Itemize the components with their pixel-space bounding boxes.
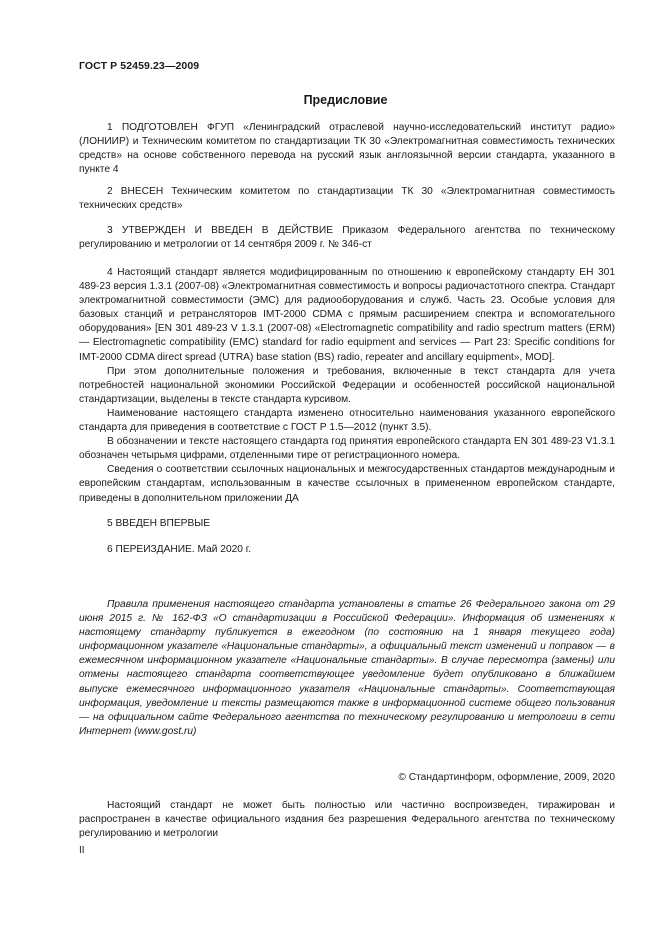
page-number: II (79, 845, 85, 856)
section-3 (79, 224, 615, 252)
reproduction-text: Настоящий стандарт не может быть полностью или частично воспроизведен, тиражирован и распространен в качестве официального издания без разрешения Федерального агентства по техническому регулированию и метрологии (79, 800, 615, 840)
standard-application-notice (79, 598, 615, 739)
document-code: ГОСТ Р 52459.23—2009 (79, 60, 200, 72)
section-5-text: 5 ВВЕДЕН ВПЕРВЫЕ (107, 518, 211, 529)
section-1-text: 1 ПОДГОТОВЛЕН ФГУП «Ленинградский отраслевой научно-исследовательский институт радио» (ЛОНИИР) и Техническим комитетом по стандартизации ТК 30 «Электромагнитная совместимость технических средств» на основе собственного перевода на русский язык англоязычной версии стандарта, указанного в пункте 4 (79, 122, 615, 176)
section-6-text: 6 ПЕРЕИЗДАНИЕ. Май 2020 г. (107, 544, 252, 555)
section-4-text: 4 Настоящий стандарт является модифицированным по отношению к европейскому стандарту ЕН 301 489-23 версия 1.3.1 (2007-08) «Электромагнитная совместимость и вопросы радиочастотного спектра. Стандарт электромагнитной совместимости (ЭМС) для радиооборудования и служб. Часть 23. Особые условия для базовых станций и ретрансляторов IMT-2000 CDMA с прямым расширением спектра и вспомогательного оборудования» [EN 301 489-23 V 1.3.1 (2007-08) «Electromagnetic compatibility and radio spectrum matters (ERM) — Electromagnetic compatibility (EMC) standard for radio equipment and services — Part 23: Specific conditions for IMT-2000 CDMA direct spread (UTRA) base station (BS) radio, repeater and ancillary equipment», MOD]. (79, 267, 615, 363)
reproduction-notice (79, 799, 615, 841)
section-6 (79, 543, 615, 557)
section-4-paragraph-3: Наименование настоящего стандарта изменено относительно наименования указанного европейского стандарта для приведения в соответствие с ГОСТ Р 1.5—2012 (пункт 3.5). (79, 407, 615, 434)
section-4-paragraph-5: Сведения о соответствии ссылочных национальных и межгосударственных стандартов международным и европейским стандартам, использованным в качестве ссылочных в примененном европейском стандарте, приведены в дополнительном приложении ДА (79, 464, 615, 504)
section-5 (79, 517, 615, 531)
section-2 (79, 185, 615, 213)
section-2-text: 2 ВНЕСЕН Техническим комитетом по стандартизации ТК 30 «Электромагнитная совместимость технических средств» (79, 186, 615, 212)
page-title: Предисловие (303, 93, 388, 107)
section-3-text: 3 УТВЕРЖДЕН И ВВЕДЕН В ДЕЙСТВИЕ Приказом Федерального агентства по техническому регулированию и метрологии от 14 сентября 2009 г. № 346-ст (79, 225, 615, 251)
section-4 (79, 266, 615, 506)
section-4-paragraph-2: При этом дополнительные положения и требования, включенные в текст стандарта для учета потребностей национальной экономики Российской Федерации и особенностей российской национальной стандартизации, выделены в тексте стандарта курсивом. (79, 365, 615, 405)
copyright-line: © Стандартинформ, оформление, 2009, 2020 (398, 772, 615, 783)
section-1 (79, 121, 615, 177)
section-4-paragraph-4: В обозначении и тексте настоящего стандарта год принятия европейского стандарта EN 301 489-23 V1.3.1 обозначен четырьмя цифрами, отделенными тире от регистрационного номера. (79, 436, 615, 462)
notice-text: Правила применения настоящего стандарта установлены в статье 26 Федерального закона от 29 июня 2015 г. № 162-ФЗ «О стандартизации в Российской Федерации». Информация об изменениях к настоящему стандарту публикуется в ежегодном (по состоянию на 1 января текущего года) информационном указателе «Национальные стандарты», а официальный текст изменений и поправок — в ежемесячном информационном указателе «Национальные стандарты». В случае пересмотра (замены) или отмены настоящего стандарта соответствующее уведомление будет опубликовано в ближайшем выпуске ежемесячного информационного указателя «Национальные стандарты». Соответствующая информация, уведомление и тексты размещаются также в информационной системе общего пользования — на официальном сайте Федерального агентства по техническому регулированию и метрологии в сети Интернет (www.gost.ru) (79, 599, 615, 737)
